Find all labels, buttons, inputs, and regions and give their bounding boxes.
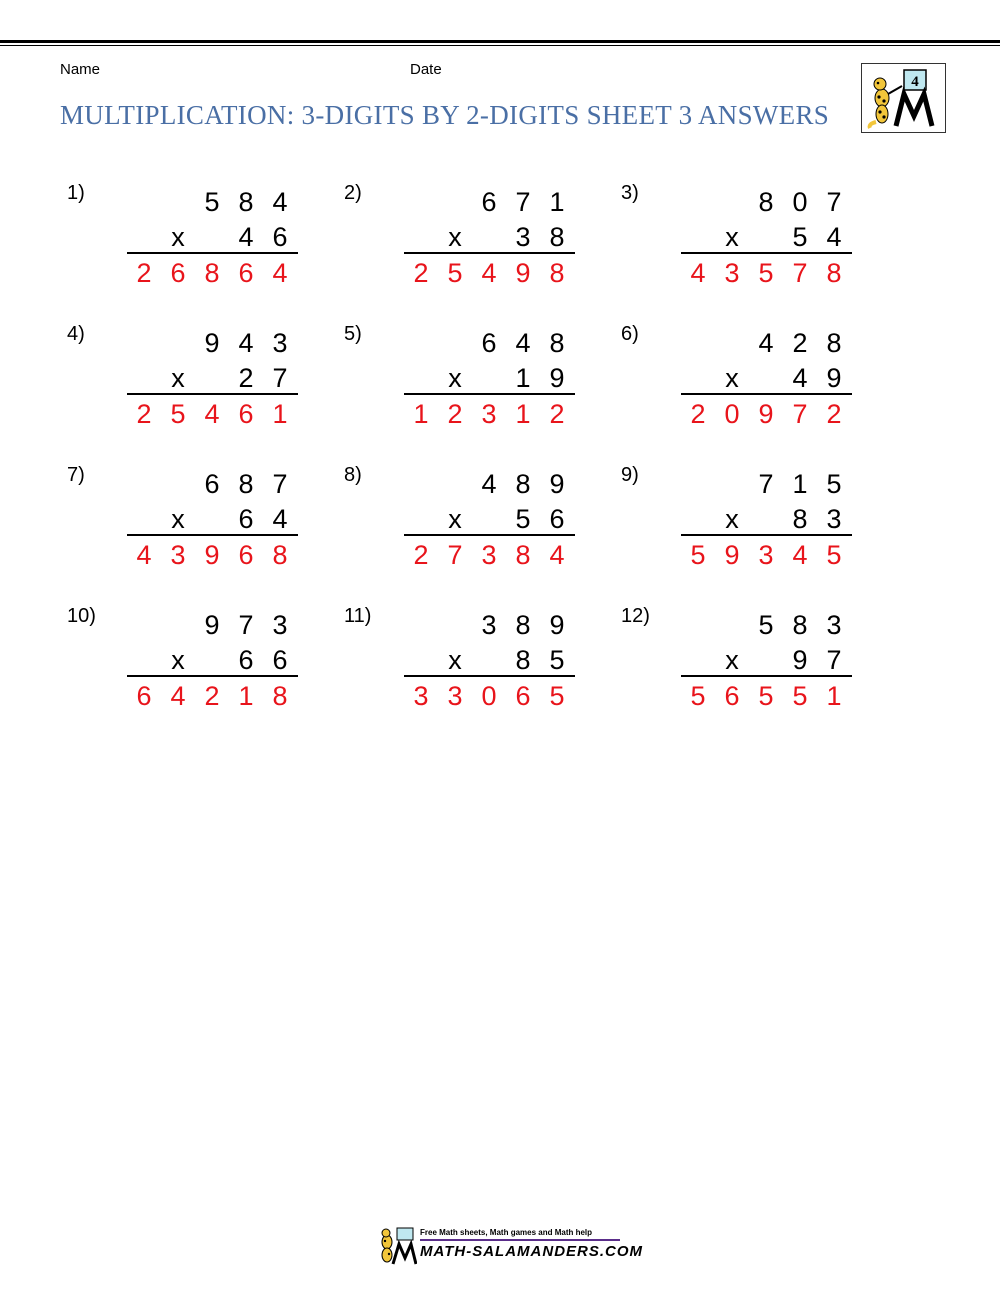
multiplicand-digit: 1 (549, 187, 565, 217)
problem-number: 4) (67, 323, 85, 345)
multiplier-digit: 8 (515, 645, 531, 675)
multiplier-digit: 6 (238, 645, 254, 675)
multiplicand-digit: 6 (481, 187, 497, 217)
answer-digit: 6 (238, 399, 254, 429)
multiplier-digit: 5 (549, 645, 565, 675)
answer-digit: 6 (724, 681, 740, 711)
answer-digit: 6 (238, 258, 254, 288)
answer-digit: 6 (170, 258, 186, 288)
answer-digit: 4 (792, 540, 808, 570)
sum-line (404, 534, 575, 536)
date-label: Date (410, 61, 442, 78)
multiplicand-digit: 6 (204, 469, 220, 499)
multiplicand-digit: 9 (204, 610, 220, 640)
multiplier-digit: 4 (826, 222, 842, 252)
answer (681, 399, 851, 429)
problem-8 (344, 464, 604, 594)
answer-digit: 3 (447, 681, 463, 711)
multiplicand (404, 469, 574, 499)
multiplicand-digit: 6 (481, 328, 497, 358)
answer (404, 681, 574, 711)
answer-digit: 4 (170, 681, 186, 711)
multiplicand-digit: 8 (549, 328, 565, 358)
answer-digit: 6 (238, 540, 254, 570)
multiplicand-digit: 9 (204, 328, 220, 358)
multiplier-digit: 5 (792, 222, 808, 252)
multiplicand-digit: 8 (515, 610, 531, 640)
answer-digit: 4 (136, 540, 152, 570)
times-sign: x (725, 363, 739, 393)
answer-digit: 5 (549, 681, 565, 711)
answer-digit: 8 (272, 681, 288, 711)
answer (127, 681, 297, 711)
answer-digit: 4 (272, 258, 288, 288)
answer (681, 540, 851, 570)
problem-5 (344, 323, 604, 453)
problem-number: 10) (67, 605, 96, 627)
multiplicand-digit: 7 (826, 187, 842, 217)
multiplier-digit: 2 (238, 363, 254, 393)
multiplier-digit: 9 (549, 363, 565, 393)
multiplicand (681, 469, 851, 499)
multiplier (127, 222, 297, 252)
answer (681, 258, 851, 288)
times-sign: x (448, 504, 462, 534)
answer-digit: 2 (549, 399, 565, 429)
problem-4 (67, 323, 327, 453)
multiplicand-digit: 5 (826, 469, 842, 499)
times-sign: x (171, 363, 185, 393)
answer (127, 399, 297, 429)
multiplicand-digit: 1 (792, 469, 808, 499)
answer-digit: 2 (413, 540, 429, 570)
multiplicand (404, 187, 574, 217)
multiplier-digit: 8 (792, 504, 808, 534)
multiplicand-digit: 3 (481, 610, 497, 640)
multiplier (404, 363, 574, 393)
times-sign: x (171, 222, 185, 252)
answer-digit: 3 (481, 540, 497, 570)
multiplicand-digit: 7 (238, 610, 254, 640)
answer-digit: 6 (515, 681, 531, 711)
answer-digit: 4 (690, 258, 706, 288)
problem-number: 5) (344, 323, 362, 345)
multiplicand-digit: 8 (238, 469, 254, 499)
multiplicand-digit: 0 (792, 187, 808, 217)
multiplicand-digit: 5 (758, 610, 774, 640)
problem-number: 2) (344, 182, 362, 204)
answer (681, 681, 851, 711)
answer-digit: 2 (690, 399, 706, 429)
answer-digit: 9 (758, 399, 774, 429)
sum-line (127, 675, 298, 677)
times-sign: x (448, 363, 462, 393)
multiplier (404, 645, 574, 675)
grade-badge: 4 (911, 74, 919, 90)
multiplicand-digit: 4 (758, 328, 774, 358)
multiplier (127, 363, 297, 393)
multiplicand-digit: 2 (792, 328, 808, 358)
multiplicand-digit: 3 (272, 610, 288, 640)
problem-number: 7) (67, 464, 85, 486)
multiplier-digit: 8 (549, 222, 565, 252)
answer-digit: 4 (549, 540, 565, 570)
multiplier (404, 222, 574, 252)
header-rule (0, 40, 1000, 43)
answer-digit: 7 (792, 258, 808, 288)
problem-2 (344, 182, 604, 312)
problem-10 (67, 605, 327, 735)
times-sign: x (171, 645, 185, 675)
sum-line (681, 675, 852, 677)
problem-11 (344, 605, 604, 735)
problem-12 (621, 605, 881, 735)
answer-digit: 1 (515, 399, 531, 429)
answer-digit: 2 (447, 399, 463, 429)
multiplier (681, 222, 851, 252)
multiplicand-digit: 4 (272, 187, 288, 217)
multiplier-digit: 4 (792, 363, 808, 393)
multiplicand-digit: 3 (826, 610, 842, 640)
name-label: Name (60, 61, 101, 78)
sum-line (681, 252, 852, 254)
answer-digit: 8 (272, 540, 288, 570)
multiplier (404, 504, 574, 534)
multiplicand-digit: 8 (515, 469, 531, 499)
answer-digit: 7 (792, 399, 808, 429)
answer-digit: 3 (481, 399, 497, 429)
multiplicand-digit: 8 (792, 610, 808, 640)
answer-digit: 5 (792, 681, 808, 711)
times-sign: x (725, 222, 739, 252)
answer-digit: 2 (136, 258, 152, 288)
problem-3 (621, 182, 881, 312)
answer-digit: 3 (724, 258, 740, 288)
answer-digit: 7 (447, 540, 463, 570)
multiplicand (127, 610, 297, 640)
answer-digit: 6 (136, 681, 152, 711)
multiplier-digit: 6 (272, 645, 288, 675)
multiplicand-digit: 5 (204, 187, 220, 217)
answer-digit: 2 (204, 681, 220, 711)
multiplier-digit: 7 (272, 363, 288, 393)
answer-digit: 5 (690, 540, 706, 570)
sum-line (127, 393, 298, 395)
times-sign: x (171, 504, 185, 534)
times-sign: x (448, 645, 462, 675)
multiplier (681, 363, 851, 393)
footer-site: MATH-SALAMANDERS.COM (420, 1243, 644, 1260)
answer-digit: 5 (447, 258, 463, 288)
multiplier-digit: 6 (238, 504, 254, 534)
multiplier-digit: 6 (272, 222, 288, 252)
footer-underline (420, 1239, 620, 1241)
multiplicand-digit: 8 (826, 328, 842, 358)
multiplicand-digit: 7 (758, 469, 774, 499)
multiplier-digit: 3 (826, 504, 842, 534)
multiplier (127, 645, 297, 675)
answer-digit: 5 (758, 681, 774, 711)
salamander-footer-icon (375, 1226, 417, 1266)
answer-digit: 5 (690, 681, 706, 711)
answer-digit: 1 (238, 681, 254, 711)
answer-digit: 8 (826, 258, 842, 288)
answer-digit: 3 (413, 681, 429, 711)
multiplier (681, 504, 851, 534)
answer-digit: 1 (826, 681, 842, 711)
multiplier-digit: 7 (826, 645, 842, 675)
multiplicand (127, 328, 297, 358)
salamander-easel-icon (862, 64, 945, 132)
multiplier-digit: 4 (238, 222, 254, 252)
problem-number: 1) (67, 182, 85, 204)
multiplicand-digit: 9 (549, 610, 565, 640)
problem-number: 8) (344, 464, 362, 486)
answer-digit: 5 (170, 399, 186, 429)
answer-digit: 2 (413, 258, 429, 288)
answer-digit: 2 (826, 399, 842, 429)
sum-line (681, 393, 852, 395)
multiplicand (404, 610, 574, 640)
footer-tagline: Free Math sheets, Math games and Math help (420, 1228, 593, 1237)
answer-digit: 3 (758, 540, 774, 570)
multiplier-digit: 4 (272, 504, 288, 534)
answer (404, 399, 574, 429)
multiplier (127, 504, 297, 534)
answer-digit: 2 (136, 399, 152, 429)
multiplicand (127, 469, 297, 499)
answer-digit: 4 (204, 399, 220, 429)
multiplier-digit: 6 (549, 504, 565, 534)
multiplicand-digit: 8 (758, 187, 774, 217)
multiplicand (681, 187, 851, 217)
multiplicand (127, 187, 297, 217)
answer-digit: 9 (204, 540, 220, 570)
sum-line (127, 252, 298, 254)
multiplicand-digit: 8 (238, 187, 254, 217)
multiplicand (404, 328, 574, 358)
multiplicand-digit: 4 (238, 328, 254, 358)
answer-digit: 3 (170, 540, 186, 570)
problem-number: 9) (621, 464, 639, 486)
multiplicand-digit: 3 (272, 328, 288, 358)
problem-1 (67, 182, 327, 312)
header-rule-thin (0, 45, 1000, 46)
multiplicand-digit: 4 (515, 328, 531, 358)
sum-line (404, 675, 575, 677)
problem-number: 3) (621, 182, 639, 204)
problem-number: 11) (344, 605, 372, 627)
multiplier (681, 645, 851, 675)
times-sign: x (448, 222, 462, 252)
answer-digit: 1 (272, 399, 288, 429)
multiplier-digit: 9 (826, 363, 842, 393)
sum-line (404, 252, 575, 254)
problem-9 (621, 464, 881, 594)
problem-7 (67, 464, 327, 594)
answer-digit: 1 (413, 399, 429, 429)
problem-number: 6) (621, 323, 639, 345)
multiplier-digit: 1 (515, 363, 531, 393)
answer-digit: 9 (515, 258, 531, 288)
salamander-logo (861, 63, 946, 133)
multiplicand-digit: 4 (481, 469, 497, 499)
multiplicand (681, 328, 851, 358)
problem-number: 12) (621, 605, 650, 627)
times-sign: x (725, 504, 739, 534)
page-title: MULTIPLICATION: 3-DIGITS BY 2-DIGITS SHEET 3 ANSWERS (60, 100, 830, 130)
multiplier-digit: 9 (792, 645, 808, 675)
answer-digit: 0 (481, 681, 497, 711)
answer-digit: 5 (758, 258, 774, 288)
sum-line (404, 393, 575, 395)
multiplicand (681, 610, 851, 640)
answer-digit: 8 (204, 258, 220, 288)
sum-line (127, 534, 298, 536)
multiplier-digit: 5 (515, 504, 531, 534)
answer-digit: 8 (549, 258, 565, 288)
times-sign: x (725, 645, 739, 675)
footer-logo (375, 1226, 644, 1266)
answer-digit: 5 (826, 540, 842, 570)
multiplicand-digit: 9 (549, 469, 565, 499)
answer-digit: 9 (724, 540, 740, 570)
answer-digit: 0 (724, 399, 740, 429)
answer-digit: 4 (481, 258, 497, 288)
answer (404, 258, 574, 288)
multiplier-digit: 3 (515, 222, 531, 252)
sum-line (681, 534, 852, 536)
answer (404, 540, 574, 570)
answer-digit: 8 (515, 540, 531, 570)
answer (127, 258, 297, 288)
multiplicand-digit: 7 (272, 469, 288, 499)
answer (127, 540, 297, 570)
multiplicand-digit: 7 (515, 187, 531, 217)
problem-6 (621, 323, 881, 453)
